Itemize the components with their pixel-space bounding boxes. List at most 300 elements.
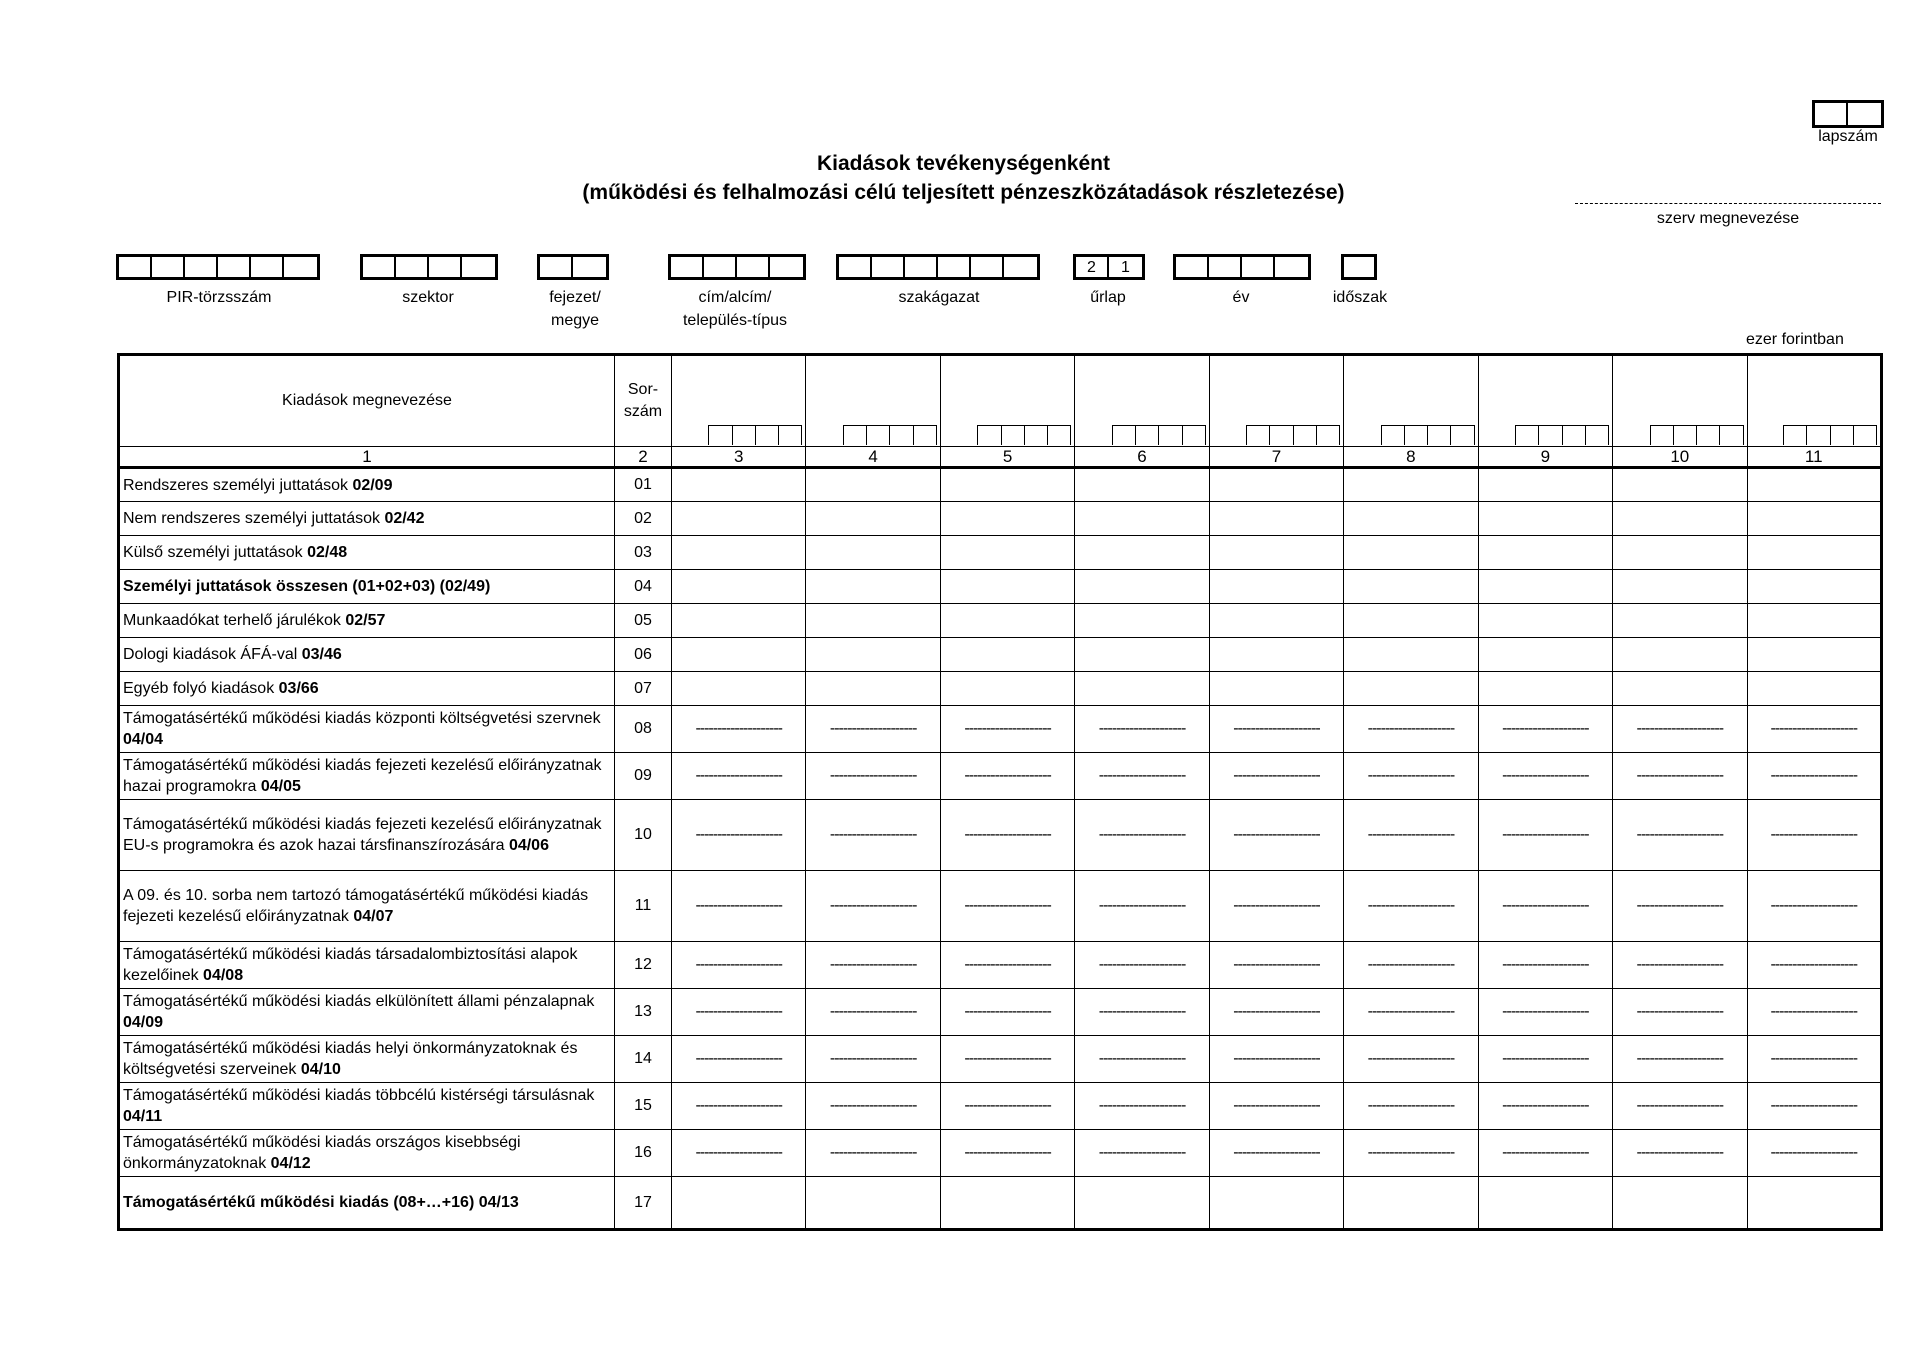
row-name (119, 468, 615, 502)
value-cell[interactable] (940, 638, 1074, 672)
value-cell[interactable]: -------------------- (1209, 1130, 1343, 1177)
value-cell[interactable]: -------------------- (672, 871, 806, 942)
value-cell[interactable]: -------------------- (1344, 942, 1478, 989)
value-cell[interactable] (940, 672, 1074, 706)
column-number: 1 (119, 447, 615, 468)
code-label: időszak (1332, 289, 1388, 306)
value-cell[interactable] (1344, 468, 1478, 502)
row-code: 04/06 (508, 837, 549, 854)
value-cell[interactable] (1478, 1177, 1612, 1230)
code-box-1[interactable] (116, 254, 320, 280)
col-code-box[interactable] (843, 425, 937, 445)
value-cell[interactable] (1209, 1177, 1343, 1230)
value-cell[interactable]: -------------------- (1747, 1130, 1882, 1177)
value-cell[interactable] (806, 570, 940, 604)
code-cell[interactable] (1004, 257, 1037, 277)
code-cell[interactable] (284, 257, 317, 277)
column-number: 6 (1075, 447, 1209, 468)
col-code-box[interactable] (1246, 425, 1340, 445)
header-sor-text: Sor- szám (623, 381, 663, 420)
row-sor: 03 (615, 536, 672, 570)
value-cell[interactable]: -------------------- (806, 706, 940, 753)
row-name (119, 1177, 615, 1230)
row-code: 02/48 (307, 544, 348, 561)
value-cell[interactable]: -------------------- (1075, 871, 1209, 942)
row-sor: 10 (615, 800, 672, 871)
value-cell[interactable]: -------------------- (940, 1130, 1074, 1177)
row-name-text: Támogatásértékű működési kiadás központi költségvetési szervnek (123, 710, 601, 727)
value-cell[interactable] (1209, 570, 1343, 604)
row-name (119, 706, 615, 753)
lapszam-box[interactable] (1812, 100, 1884, 128)
value-cell[interactable]: -------------------- (1747, 942, 1882, 989)
column-number: 11 (1747, 447, 1882, 468)
code-cell[interactable] (462, 257, 495, 277)
header-col[interactable] (1209, 355, 1343, 447)
value-cell[interactable]: -------------------- (1613, 942, 1747, 989)
value-cell[interactable]: -------------------- (1747, 989, 1882, 1036)
col-code-box[interactable] (1783, 425, 1877, 445)
value-cell[interactable] (1075, 638, 1209, 672)
col-code-box[interactable] (1381, 425, 1475, 445)
value-cell[interactable] (806, 1177, 940, 1230)
value-cell[interactable] (940, 468, 1074, 502)
value-cell[interactable]: -------------------- (1344, 800, 1478, 871)
value-cell[interactable] (1478, 536, 1612, 570)
row-name (119, 753, 615, 800)
value-cell[interactable]: -------------------- (1478, 800, 1612, 871)
value-cell[interactable]: -------------------- (1075, 1036, 1209, 1083)
row-name-text: Munkaadókat terhelő járulékok (123, 612, 346, 629)
code-cell[interactable] (251, 257, 284, 277)
code-box-6[interactable] (1073, 254, 1145, 280)
lapszam-label: lapszám (1818, 128, 1878, 145)
value-cell[interactable]: -------------------- (1344, 1130, 1478, 1177)
code-cell[interactable] (839, 257, 872, 277)
code-label: szakágazat (898, 289, 980, 306)
table-row (119, 1177, 1882, 1230)
value-cell[interactable] (1209, 638, 1343, 672)
value-cell[interactable]: -------------------- (1209, 753, 1343, 800)
value-cell[interactable]: -------------------- (672, 989, 806, 1036)
code-label: cím/alcím/ település-típus (682, 289, 788, 329)
table-row (119, 570, 1882, 604)
value-cell[interactable]: -------------------- (940, 753, 1074, 800)
value-cell[interactable]: -------------------- (1613, 871, 1747, 942)
value-cell[interactable] (1478, 468, 1612, 502)
code-box-7[interactable] (1173, 254, 1311, 280)
table-row (119, 706, 1882, 753)
value-cell[interactable] (1613, 536, 1747, 570)
value-cell[interactable] (672, 468, 806, 502)
row-sor: 04 (615, 570, 672, 604)
row-code: 02/57 (345, 612, 386, 629)
value-cell[interactable] (806, 638, 940, 672)
value-cell[interactable] (1613, 468, 1747, 502)
code-cell[interactable] (573, 257, 606, 277)
row-code: 04/10 (300, 1061, 341, 1078)
value-cell[interactable] (1209, 468, 1343, 502)
value-cell[interactable] (1209, 502, 1343, 536)
row-code: 04/12 (270, 1155, 311, 1172)
value-cell[interactable] (940, 1177, 1074, 1230)
value-cell[interactable] (1209, 672, 1343, 706)
row-code: 02/42 (384, 510, 425, 527)
value-cell[interactable] (1075, 502, 1209, 536)
value-cell[interactable] (1075, 468, 1209, 502)
value-cell[interactable]: -------------------- (1478, 942, 1612, 989)
value-cell[interactable]: -------------------- (1613, 1130, 1747, 1177)
value-cell[interactable]: -------------------- (1478, 706, 1612, 753)
value-cell[interactable] (1344, 502, 1478, 536)
header-col[interactable] (940, 355, 1074, 447)
value-cell[interactable]: -------------------- (1344, 753, 1478, 800)
col-code-box[interactable] (977, 425, 1071, 445)
value-cell[interactable]: -------------------- (1613, 1083, 1747, 1130)
code-box-5[interactable] (836, 254, 1040, 280)
value-cell[interactable]: -------------------- (1613, 753, 1747, 800)
code-cell[interactable] (1176, 257, 1209, 277)
value-cell[interactable]: -------------------- (806, 1036, 940, 1083)
row-name-text: Támogatásértékű működési kiadás fejezeti kezelésű előirányzatnak hazai programokra (123, 757, 602, 795)
code-cell[interactable]: 2 (1076, 257, 1109, 277)
value-cell[interactable]: -------------------- (672, 1036, 806, 1083)
row-sor: 06 (615, 638, 672, 672)
value-cell[interactable] (1344, 570, 1478, 604)
code-cell[interactable] (396, 257, 429, 277)
code-cell[interactable] (971, 257, 1004, 277)
value-cell[interactable]: -------------------- (1747, 1083, 1882, 1130)
value-cell[interactable]: -------------------- (672, 942, 806, 989)
value-cell[interactable]: -------------------- (1209, 706, 1343, 753)
value-cell[interactable]: -------------------- (806, 1130, 940, 1177)
value-cell[interactable]: -------------------- (1209, 871, 1343, 942)
value-cell[interactable] (1613, 502, 1747, 536)
value-cell[interactable] (672, 570, 806, 604)
header-col[interactable] (1344, 355, 1478, 447)
value-cell[interactable]: -------------------- (1747, 871, 1882, 942)
value-cell[interactable] (1344, 536, 1478, 570)
value-cell[interactable]: -------------------- (1344, 989, 1478, 1036)
table-row (119, 989, 1882, 1036)
value-cell[interactable]: -------------------- (940, 1083, 1074, 1130)
value-cell[interactable]: -------------------- (1613, 706, 1747, 753)
value-cell[interactable] (1344, 638, 1478, 672)
code-cell[interactable] (218, 257, 251, 277)
lapszam-cell[interactable] (1848, 103, 1881, 125)
value-cell[interactable]: -------------------- (940, 989, 1074, 1036)
value-cell[interactable] (1613, 570, 1747, 604)
value-cell[interactable] (806, 468, 940, 502)
value-cell[interactable]: -------------------- (940, 871, 1074, 942)
value-cell[interactable]: -------------------- (1209, 800, 1343, 871)
value-cell[interactable] (1344, 672, 1478, 706)
value-cell[interactable]: -------------------- (672, 800, 806, 871)
value-cell[interactable] (940, 536, 1074, 570)
row-sor: 15 (615, 1083, 672, 1130)
value-cell[interactable] (1747, 672, 1882, 706)
code-cell[interactable] (1209, 257, 1242, 277)
value-cell[interactable]: -------------------- (806, 989, 940, 1036)
header-col[interactable] (1478, 355, 1612, 447)
value-cell[interactable]: -------------------- (940, 1036, 1074, 1083)
value-cell[interactable] (672, 638, 806, 672)
value-cell[interactable]: -------------------- (940, 942, 1074, 989)
value-cell[interactable] (1344, 1177, 1478, 1230)
row-sor: 01 (615, 468, 672, 502)
value-cell[interactable]: -------------------- (672, 1130, 806, 1177)
header-col[interactable] (672, 355, 806, 447)
value-cell[interactable] (1613, 672, 1747, 706)
row-sor: 13 (615, 989, 672, 1036)
value-cell[interactable] (940, 502, 1074, 536)
row-name (119, 871, 615, 942)
value-cell[interactable]: -------------------- (1075, 753, 1209, 800)
value-cell[interactable]: -------------------- (1478, 1130, 1612, 1177)
code-cell[interactable] (872, 257, 905, 277)
value-cell[interactable]: -------------------- (1747, 706, 1882, 753)
table-row (119, 1083, 1882, 1130)
value-cell[interactable] (1075, 604, 1209, 638)
value-cell[interactable] (1747, 638, 1882, 672)
row-sor: 11 (615, 871, 672, 942)
value-cell[interactable]: -------------------- (1209, 989, 1343, 1036)
row-sor: 17 (615, 1177, 672, 1230)
value-cell[interactable]: -------------------- (1209, 1036, 1343, 1083)
value-cell[interactable]: -------------------- (1747, 1036, 1882, 1083)
col-code-box[interactable] (708, 425, 802, 445)
code-cell[interactable] (540, 257, 573, 277)
table-row (119, 871, 1882, 942)
value-cell[interactable]: -------------------- (672, 753, 806, 800)
row-name-text: Támogatásértékű működési kiadás többcélú kistérségi társulásnak (123, 1087, 595, 1104)
value-cell[interactable]: -------------------- (940, 800, 1074, 871)
value-cell[interactable] (672, 672, 806, 706)
value-cell[interactable]: -------------------- (1613, 1036, 1747, 1083)
row-code: 04/11 (123, 1108, 163, 1125)
value-cell[interactable] (1613, 1177, 1747, 1230)
code-box-4[interactable] (668, 254, 806, 280)
row-sor: 08 (615, 706, 672, 753)
value-cell[interactable]: -------------------- (940, 706, 1074, 753)
row-name-text: Támogatásértékű működési kiadás fejezeti kezelésű előirányzatnak EU-s programokra és azok hazai társfinanszírozására (123, 816, 602, 854)
code-cell[interactable] (152, 257, 185, 277)
row-name (119, 942, 615, 989)
value-cell[interactable]: -------------------- (806, 1083, 940, 1130)
col-code-box[interactable] (1112, 425, 1206, 445)
code-cell[interactable] (938, 257, 971, 277)
row-code: 04/04 (123, 731, 164, 748)
row-name-text: Támogatásértékű működési kiadás helyi önkormányzatoknak és költségvetési szerveinek (123, 1040, 578, 1078)
code-cell[interactable] (429, 257, 462, 277)
row-name (119, 1036, 615, 1083)
value-cell[interactable] (1075, 1177, 1209, 1230)
code-cell[interactable] (1242, 257, 1275, 277)
code-cell[interactable] (1344, 257, 1374, 277)
row-name-text: Egyéb folyó kiadások (123, 680, 279, 697)
row-name (119, 989, 615, 1036)
value-cell[interactable]: -------------------- (1344, 1083, 1478, 1130)
header-sor (615, 355, 672, 447)
table-row (119, 1036, 1882, 1083)
value-cell[interactable]: -------------------- (1747, 800, 1882, 871)
value-cell[interactable] (1478, 604, 1612, 638)
page-title: Kiadások tevékenységenként (817, 152, 1110, 175)
value-cell[interactable] (1209, 536, 1343, 570)
szerv-line[interactable] (1575, 203, 1881, 204)
column-number-row (119, 447, 1882, 468)
value-cell[interactable]: -------------------- (1747, 753, 1882, 800)
value-cell[interactable] (1478, 570, 1612, 604)
value-cell[interactable]: -------------------- (1075, 1130, 1209, 1177)
page-subtitle: (működési és felhalmozási célú teljesített pénzeszközátadások részletezése) (582, 181, 1345, 204)
code-label: űrlap (1090, 289, 1126, 306)
value-cell[interactable] (1344, 604, 1478, 638)
col-code-box[interactable] (1650, 425, 1744, 445)
value-cell[interactable]: -------------------- (1478, 871, 1612, 942)
value-cell[interactable] (672, 502, 806, 536)
value-cell[interactable] (1075, 672, 1209, 706)
table-row (119, 753, 1882, 800)
value-cell[interactable] (1209, 604, 1343, 638)
value-cell[interactable]: -------------------- (672, 706, 806, 753)
value-cell[interactable] (1478, 502, 1612, 536)
value-cell[interactable] (1747, 604, 1882, 638)
row-sor: 09 (615, 753, 672, 800)
value-cell[interactable]: -------------------- (1075, 800, 1209, 871)
value-cell[interactable] (1478, 638, 1612, 672)
expenses-table (117, 353, 1883, 1231)
col-code-box[interactable] (1515, 425, 1609, 445)
table-row (119, 1130, 1882, 1177)
code-box-3[interactable] (537, 254, 609, 280)
code-cell[interactable]: 1 (1121, 259, 1130, 276)
code-cell[interactable] (671, 257, 704, 277)
header-name: Kiadások megnevezése (119, 355, 615, 447)
row-sor: 16 (615, 1130, 672, 1177)
value-cell[interactable] (1478, 672, 1612, 706)
value-cell[interactable]: -------------------- (1478, 753, 1612, 800)
row-code: 04/07 (353, 908, 394, 925)
value-cell[interactable]: -------------------- (1613, 989, 1747, 1036)
row-name (119, 1130, 615, 1177)
header-col[interactable] (1747, 355, 1882, 447)
table-row (119, 672, 1882, 706)
value-cell[interactable] (940, 570, 1074, 604)
unit-label: ezer forintban (1746, 331, 1844, 348)
value-cell[interactable]: -------------------- (672, 1083, 806, 1130)
value-cell[interactable]: -------------------- (1209, 942, 1343, 989)
value-cell[interactable]: -------------------- (1344, 706, 1478, 753)
value-cell[interactable] (1747, 1177, 1882, 1230)
value-cell[interactable]: -------------------- (806, 942, 940, 989)
lapszam-cell[interactable] (1815, 103, 1848, 125)
value-cell[interactable]: -------------------- (1478, 1036, 1612, 1083)
value-cell[interactable] (806, 672, 940, 706)
value-cell[interactable]: -------------------- (1209, 1083, 1343, 1130)
row-name-text: Dologi kiadások ÁFÁ-val (123, 646, 302, 663)
code-cell[interactable] (119, 257, 152, 277)
value-cell[interactable]: -------------------- (1075, 706, 1209, 753)
row-name-text: Támogatásértékű működési kiadás elkülönített állami pénzalapnak (123, 993, 595, 1010)
column-number: 10 (1613, 447, 1747, 468)
row-name (119, 570, 615, 604)
value-cell[interactable] (1747, 502, 1882, 536)
value-cell[interactable]: -------------------- (1075, 989, 1209, 1036)
szerv-label: szerv megnevezése (1656, 210, 1800, 227)
value-cell[interactable] (1747, 570, 1882, 604)
column-number: 9 (1478, 447, 1612, 468)
column-number: 3 (672, 447, 806, 468)
value-cell[interactable] (1075, 536, 1209, 570)
row-code: 04/09 (123, 1014, 164, 1031)
column-number: 2 (615, 447, 672, 468)
row-sor: 05 (615, 604, 672, 638)
code-box-2[interactable] (360, 254, 498, 280)
value-cell[interactable]: -------------------- (1613, 800, 1747, 871)
row-name (119, 800, 615, 871)
row-code: 03/46 (301, 646, 342, 663)
code-cell[interactable] (737, 257, 770, 277)
column-number: 8 (1344, 447, 1478, 468)
value-cell[interactable] (1747, 536, 1882, 570)
value-cell[interactable] (672, 604, 806, 638)
row-name (119, 604, 615, 638)
value-cell[interactable] (1613, 604, 1747, 638)
code-cell[interactable] (363, 257, 396, 277)
code-label: év (1232, 289, 1250, 306)
value-cell[interactable] (672, 1177, 806, 1230)
value-cell[interactable]: -------------------- (1478, 1083, 1612, 1130)
value-cell[interactable] (672, 536, 806, 570)
code-cell[interactable] (185, 257, 218, 277)
header-col[interactable] (1075, 355, 1209, 447)
code-box-8[interactable] (1341, 254, 1377, 280)
value-cell[interactable]: -------------------- (806, 800, 940, 871)
column-number: 7 (1209, 447, 1343, 468)
row-code: 04/08 (203, 967, 244, 984)
value-cell[interactable]: -------------------- (1075, 1083, 1209, 1130)
value-cell[interactable] (806, 502, 940, 536)
code-cell[interactable] (704, 257, 737, 277)
value-cell[interactable]: -------------------- (806, 753, 940, 800)
code-cell[interactable] (905, 257, 938, 277)
value-cell[interactable] (1747, 468, 1882, 502)
row-name-text: Támogatásértékű működési kiadás (08+…+16) (123, 1194, 479, 1211)
code-label: fejezet/ megye (549, 289, 601, 329)
value-cell[interactable] (1075, 570, 1209, 604)
row-name-text: Külső személyi juttatások (123, 544, 308, 561)
header-col[interactable] (806, 355, 940, 447)
value-cell[interactable] (806, 604, 940, 638)
code-cell[interactable] (770, 257, 803, 277)
value-cell[interactable]: -------------------- (1344, 871, 1478, 942)
header-col[interactable] (1613, 355, 1747, 447)
value-cell[interactable] (806, 536, 940, 570)
value-cell[interactable] (940, 604, 1074, 638)
row-name-text: Támogatásértékű működési kiadás társadalombiztosítási alapok kezelőinek (123, 946, 578, 984)
table-row (119, 604, 1882, 638)
value-cell[interactable]: -------------------- (1344, 1036, 1478, 1083)
value-cell[interactable]: -------------------- (1075, 942, 1209, 989)
value-cell[interactable]: -------------------- (1478, 989, 1612, 1036)
table-row (119, 942, 1882, 989)
row-code: (02/49) (439, 578, 491, 595)
row-sor: 14 (615, 1036, 672, 1083)
value-cell[interactable]: -------------------- (806, 871, 940, 942)
code-cell[interactable] (1275, 257, 1308, 277)
value-cell[interactable] (1613, 638, 1747, 672)
